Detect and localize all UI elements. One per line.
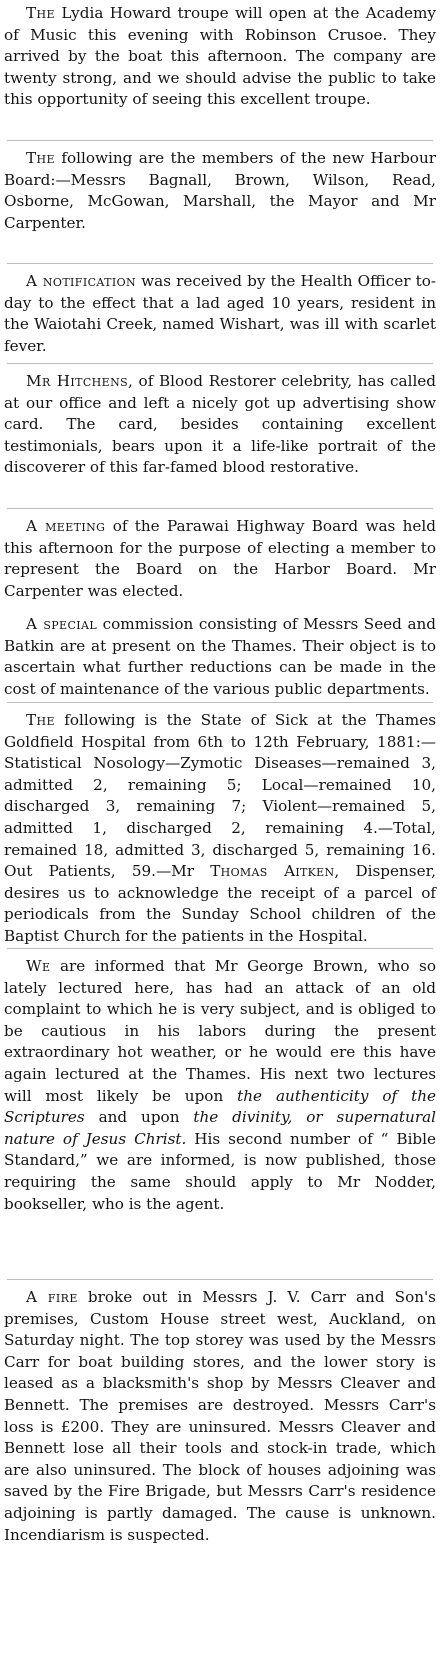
article-body: , of Blood Restorer celebrity, has called at our office and left a nicely got up advertising show card. The card, besides containing excellent testimonials, bears upon it a life-like portrait of the discoverer of this far-famed blood restorative. [4, 372, 437, 477]
column-rule [7, 140, 433, 141]
lecture-title-authenticity: the authenticity of the Scriptures [4, 1086, 436, 1127]
article-hospital-state-of-sick [4, 710, 436, 948]
article-body: broke out in Messrs J. V. Carr and Son's premises, Custom House street west, Auckland, on Saturday night. The top storey was used by the Messrs Carr for boat building stores, and the lower story is leased as a blacksmith's shop by Messrs Cleaver and Bennett. The premises are destroyed. Messrs Carr's loss is £200. They are uninsured. Messrs Cleaver and Bennett lose all their tools and stock-in trade, which are also uninsured. The block of houses adjoining was saved by the Fire Brigade, but Messrs Carr's residence adjoining is partly damaged. The cause is unknown. Incendiarism is suspected. [4, 1288, 436, 1544]
article-lead: The [26, 711, 55, 729]
article-body: was received by the Health Officer to-day to the effect that a lad aged 10 years, resident in the Waiotahi Creek, named Wishart, was ill with scarlet fever. [4, 272, 436, 355]
article-carr-premises-fire [4, 1287, 436, 1546]
article-body: His second number of “ Bible Standard,” we are informed, is now published, those requiring the same should apply to Mr Nodder, bookseller, who is the agent. [4, 1129, 436, 1213]
newspaper-column [4, 3, 436, 1659]
dispenser-name: Thomas Aitken [210, 862, 335, 881]
article-lead: A meeting [26, 517, 106, 535]
article-lead: A special [26, 615, 98, 633]
column-rule [7, 263, 433, 264]
lecture-title-divinity: the divinity, or supernatural nature of Jesus Christ. [4, 1108, 436, 1148]
article-lead: We [26, 957, 51, 975]
article-scarlet-fever-notification [4, 271, 436, 357]
column-rule [7, 363, 433, 364]
article-lydia-howard-troupe [4, 3, 436, 111]
article-hitchens-show-card [4, 371, 436, 479]
article-body: following is the State of Sick at the Thames Goldfield Hospital from 6th to 12th February, 1881:—Statistical Nosology—Zymotic Diseases—remained 3, admitted 2, remaining 5; Local—remained 10, discharged 3, remaining 7; Violent—remained 5, admitted 1, discharged 2, remaining 4.—Total, remained 18, admitted 3, discharged 5, remaining 16. Out Patients, 59.—Mr [4, 711, 436, 881]
article-body: commission consisting of Messrs Seed and Batkin are at present on the Thames. Their object is to ascertain what further reductions can be made in the cost of maintenance of the various public departments. [4, 615, 436, 698]
column-rule [7, 1279, 433, 1280]
article-harbour-board-members [4, 148, 436, 234]
article-lead: A fire [26, 1288, 78, 1306]
article-lead: Mr Hitchens [26, 372, 129, 390]
article-body: of the Parawai Highway Board was held this afternoon for the purpose of electing a member to represent the Board on the Harbor Board. Mr Carpenter was elected. [4, 517, 436, 600]
article-body: Lydia Howard troupe will open at the Academy of Music this evening with Robinson Crusoe. They arrived by the boat this afternoon. The company are twenty strong, and we should advise the public to take this opportunity of seeing this excellent troupe. [4, 4, 436, 109]
article-george-brown-lectures [4, 956, 436, 1215]
article-body: following are the members of the new Harbour Board:—Messrs Bagnall, Brown, Wilson, Read, Osborne, McGowan, Marshall, the Mayor and Mr Carpenter. [4, 149, 436, 232]
article-body: , Dispenser, desires us to acknowledge the receipt of a parcel of periodicals from the Sunday School children of the Baptist Church for the patients in the Hospital. [4, 862, 436, 945]
article-parawai-highway-board [4, 516, 436, 602]
article-body: and upon [84, 1108, 194, 1127]
column-rule [7, 508, 433, 509]
article-lead: A notification [26, 272, 137, 290]
column-rule [7, 948, 433, 949]
article-lead: The [26, 149, 55, 167]
article-lead: The [26, 4, 55, 22]
column-rule [7, 702, 433, 703]
article-body: are informed that Mr George Brown, who so lately lectured here, has had an attack of an old complaint to which he is very subject, and is obliged to be cautious in his labors during the present extraordinary hot weather, or he would ere this have again lectured at the Thames. His next two lectures will most likely be upon [4, 957, 436, 1105]
article-special-commission [4, 614, 436, 700]
